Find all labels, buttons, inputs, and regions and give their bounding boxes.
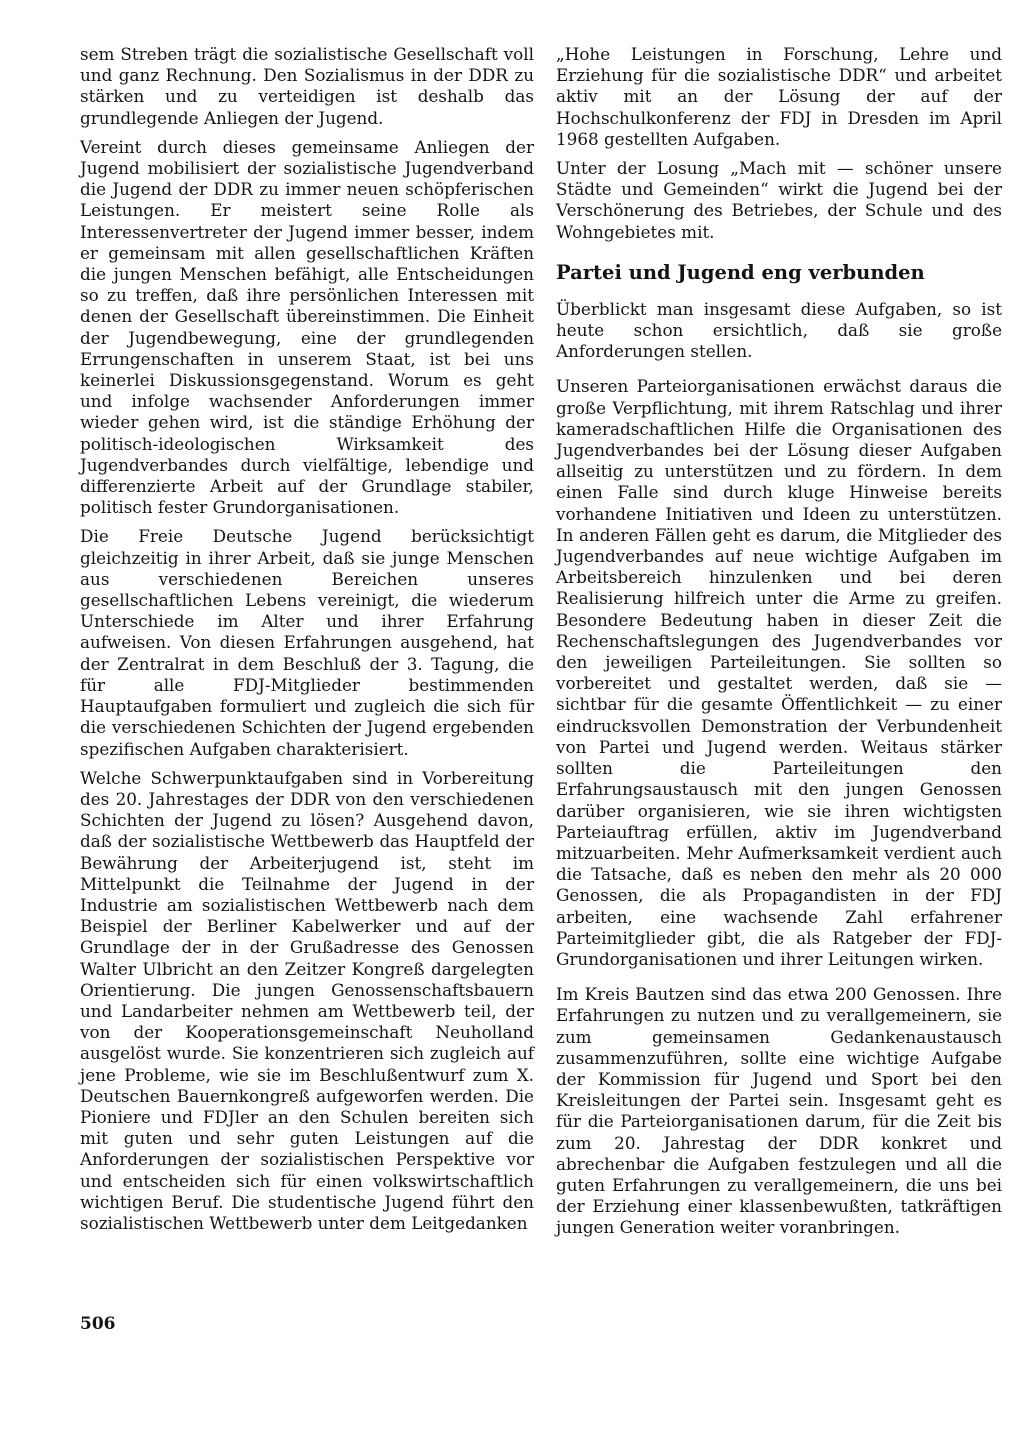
paragraph: Überblickt man insgesamt diese Aufgaben, so ist heute schon ersichtlich, daß sie große Anforderungen stellen. (556, 298, 1002, 362)
right-column (556, 44, 1002, 1247)
paragraph: sem Streben trägt die sozialistische Gesellschaft voll und ganz Rechnung. Den Sozialismus in der DDR zu stärken und zu verteidigen ist deshalb das grundlegende Anliegen der Jugend. (80, 44, 534, 128)
page-number: 506 (80, 1314, 116, 1334)
paragraph: Welche Schwerpunktaufgaben sind in Vorbereitung des 20. Jahrestages der DDR von den verschiedenen Schichten der Jugend zu lösen? Ausgehend davon, daß der sozialistische Wettbewerb das Hauptfeld der Bewährung der Arbeiterjugend ist, steht im Mittelpunkt die Teilnahme der Jugend in der Industrie am sozialistischen Wettbewerb nach dem Beispiel der Berliner Kabelwerker und auf der Grundlage der in der Grußadresse des Genossen Walter Ulbricht an den Zeitzer Kongreß dargelegten Orientierung. Die jungen Genossenschaftsbauern und Landarbeiter nehmen am Wettbewerb teil, der von der Kooperationsgemeinschaft Neuholland ausgelöst wurde. Sie konzentrieren sich zugleich auf jene Probleme, wie sie im Beschlußentwurf zum X. Deutschen Bauernkongreß aufgeworfen werden. Die Pioniere und FDJler an den Schulen bereiten sich mit guten und sehr guten Leistungen auf die Anforderungen der sozialistischen Perspektive vor und entscheiden sich für einen volkswirtschaftlich wichtigen Beruf. Die studentische Jugend führt den sozialistischen Wettbewerb unter dem Leitgedanken (80, 767, 534, 1233)
section-heading: Partei und Jugend eng verbunden (556, 260, 925, 284)
paragraph: Die Freie Deutsche Jugend berücksichtigt gleichzeitig in ihrer Arbeit, daß sie junge Menschen aus verschiedenen Bereichen unseres gesellschaftlichen Lebens vereinigt, die wiederum Unterschiede im Alter und ihrer Erfahrung aufweisen. Von diesen Erfahrungen ausgehend, hat der Zentralrat in dem Beschluß der 3. Tagung, die für alle FDJ-Mitglieder bestimmenden Hauptaufgaben formuliert und zugleich die sich für die verschiedenen Schichten der Jugend ergebenden spezifischen Aufgaben charakterisiert. (80, 526, 534, 759)
paragraph: Vereint durch dieses gemeinsame Anliegen der Jugend mobilisiert der sozialistische Jugendverband die Jugend der DDR zu immer neuen schöpferischen Leistungen. Er meistert seine Rolle als Interessenvertreter der Jugend immer besser, indem er gemeinsam mit allen gesellschaftlichen Kräften die jungen Menschen befähigt, alle Entscheidungen so zu treffen, daß ihre persönlichen Interessen mit denen der Gesellschaft übereinstimmen. Die Einheit der Jugendbewegung, eine der grundlegenden Errungenschaften in unserem Staat, ist bei uns keinerlei Diskussionsgegenstand. Worum es geht und infolge wachsender Anforderungen immer wieder gehen wird, ist die ständige Erhöhung der politisch-ideologischen Wirksamkeit des Jugendverbandes durch vielfältige, lebendige und differenzierte Arbeit auf der Grundlage stabiler, politisch fester Grundorganisationen. (80, 136, 534, 518)
paragraph: „Hohe Leistungen in Forschung, Lehre und Erziehung für die sozialistische DDR“ und arbeitet aktiv mit an der Lösung der auf der Hochschulkonferenz der FDJ in Dresden im April 1968 gestellten Aufgaben. (556, 44, 1002, 149)
paragraph: Unter der Losung „Mach mit — schöner unsere Städte und Gemeinden“ wirkt die Jugend bei der Verschönerung des Betriebes, der Schule und des Wohngebietes mit. (556, 158, 1002, 242)
paragraph: Im Kreis Bautzen sind das etwa 200 Genossen. Ihre Erfahrungen zu nutzen und zu verallgemeinern, sie zum gemeinsamen Gedankenaustausch zusammenzuführen, sollte eine wichtige Aufgabe der Kommission für Jugend und Sport bei den Kreisleitungen der Partei sein. Insgesamt geht es für die Parteiorganisationen darum, für die Zeit bis zum 20. Jahrestag der DDR konkret und abrechenbar die Aufgaben festzulegen und all die guten Erfahrungen zu verallgemeinern, die uns bei der Erziehung einer klassenbewußten, tatkräftigen jungen Generation weiter voranbringen. (556, 984, 1002, 1238)
left-column (80, 44, 534, 1242)
paragraph: Unseren Parteiorganisationen erwächst daraus die große Verpflichtung, mit ihrem Ratschlag und ihrer kameradschaftlichen Hilfe die Organisationen des Jugendverbandes bei der Lösung dieser Aufgaben allseitig zu unterstützen und zu fördern. In dem einen Falle sind durch kluge Hinweise bereits vorhandene Initiativen und Ideen zu unterstützen. In anderen Fällen geht es darum, die Mitglieder des Jugendverbandes auf neue wichtige Aufgaben im Arbeitsbereich hinzulenken und bei deren Realisierung hilfreich unter die Arme zu greifen. Besondere Bedeutung haben in dieser Zeit die Rechenschaftslegungen des Jugendverbandes vor den jeweiligen Parteileitungen. Sie sollten so vorbereitet und gestaltet werden, daß sie — sichtbar für die gesamte Öffentlichkeit — zu einer eindrucksvollen Demonstration der Verbundenheit von Partei und Jugend werden. Weitaus stärker sollten die Parteileitungen den Erfahrungsaustausch mit den jungen Genossen darüber organisieren, wie sie ihren wichtigsten Parteiauftrag erfüllen, aktiv im Jugendverband mitzuarbeiten. Mehr Aufmerksamkeit verdient auch die Tatsache, daß es neben den mehr als 20 000 Genossen, die als Propagandisten in der FDJ arbeiten, eine wachsende Zahl erfahrener Parteimitglieder gibt, die als Ratgeber der FDJ-Grundorganisationen und ihrer Leitungen wirken. (556, 376, 1002, 969)
